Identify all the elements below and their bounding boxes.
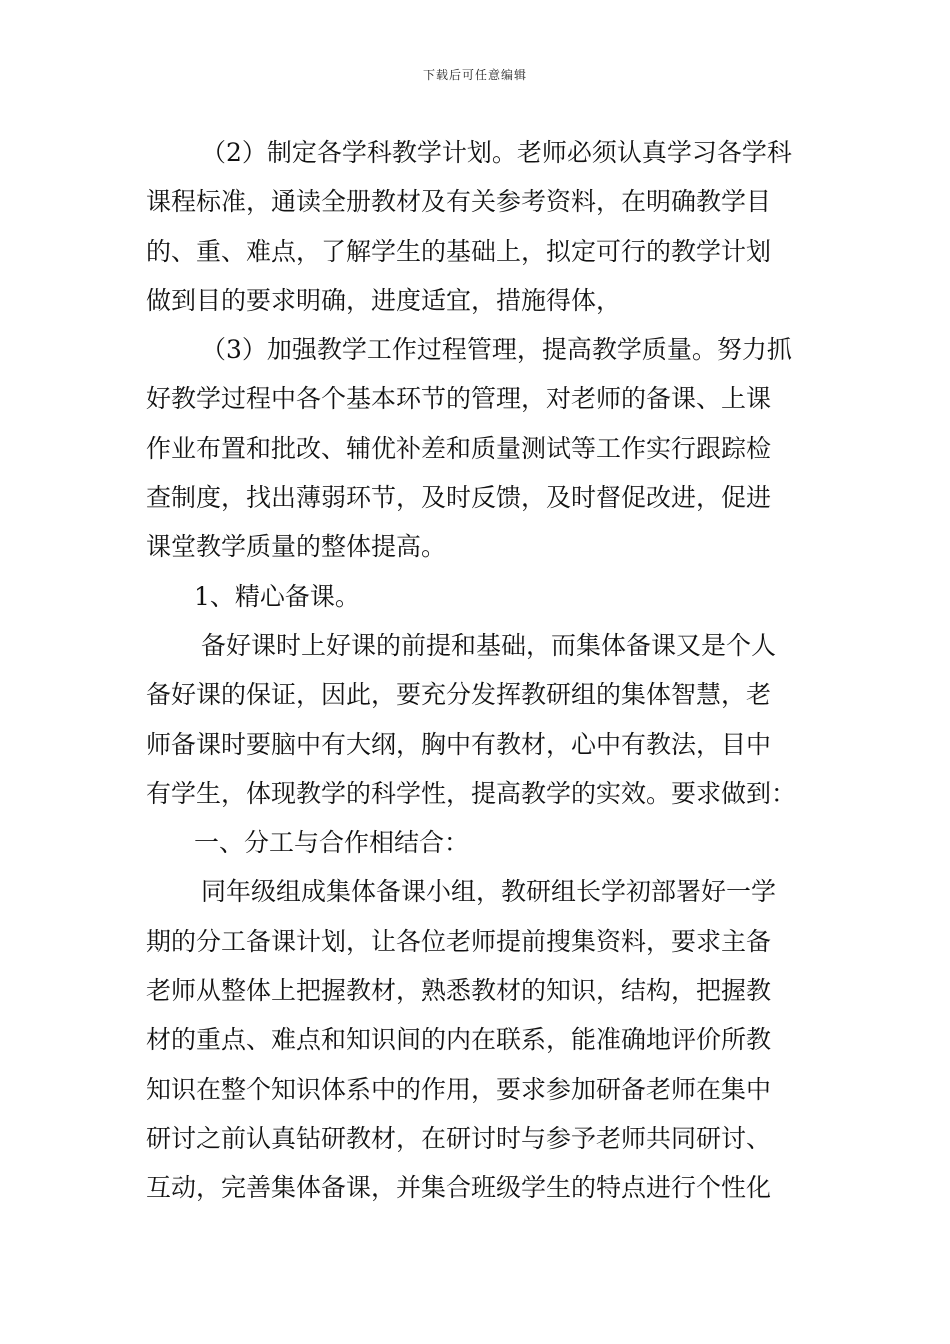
- paragraph-line: 有学生，体现教学的科学性，提高教学的实效。要求做到：: [146, 778, 797, 808]
- paragraph-line: 师备课时要脑中有大纲，胸中有教材，心中有教法，目中: [146, 729, 772, 759]
- paragraph-line: （2）制定各学科教学计划。老师必须认真学习各学科: [201, 138, 792, 167]
- paragraph-line: 做到目的要求明确，进度适宜，措施得体，: [146, 285, 622, 315]
- document-body: [146, 128, 806, 1213]
- paragraph-line: 知识在整个知识体系中的作用，要求参加研备老师在集中: [146, 1074, 772, 1104]
- paragraph-line: 研讨之前认真钻研教材，在研讨时与参予老师共同研讨、: [146, 1123, 772, 1153]
- paragraph-line: 同年级组成集体备课小组，教研组长学初部署好一学: [201, 877, 777, 907]
- paragraph-line: 材的重点、难点和知识间的内在联系，能准确地评价所教: [146, 1025, 772, 1055]
- paragraph-line: （3）加强教学工作过程管理，提高教学质量。努力抓: [201, 335, 792, 365]
- paragraph-line: 期的分工备课计划，让各位老师提前搜集资料，要求主备: [146, 926, 772, 956]
- paragraph-line: 的、重、难点，了解学生的基础上，拟定可行的教学计划: [146, 236, 772, 266]
- paragraph-line: 好教学过程中各个基本环节的管理，对老师的备课、上课: [146, 384, 772, 414]
- paragraph-line: 课程标准，通读全册教材及有关参考资料，在明确教学目: [146, 187, 772, 217]
- section-heading: 1、精心备课。: [194, 581, 360, 611]
- paragraph-line: 查制度，找出薄弱环节，及时反馈，及时督促改进，促进: [146, 483, 772, 513]
- paragraph-line: 课堂教学质量的整体提高。: [146, 532, 447, 562]
- paragraph-line: 互动，完善集体备课，并集合班级学生的特点进行个性化: [146, 1173, 772, 1203]
- paragraph-line: 备好课时上好课的前提和基础，而集体备课又是个人: [201, 630, 777, 660]
- paragraph-line: 老师从整体上把握教材，熟悉教材的知识，结构，把握教: [146, 976, 772, 1006]
- paragraph-line: 作业布置和批改、辅优补差和质量测试等工作实行跟踪检: [146, 433, 772, 463]
- header-note: 下载后可任意编辑: [422, 68, 527, 82]
- section-heading: 一、分工与合作相结合：: [194, 828, 470, 858]
- paragraph-line: 备好课的保证，因此，要充分发挥教研组的集体智慧，老: [146, 680, 772, 710]
